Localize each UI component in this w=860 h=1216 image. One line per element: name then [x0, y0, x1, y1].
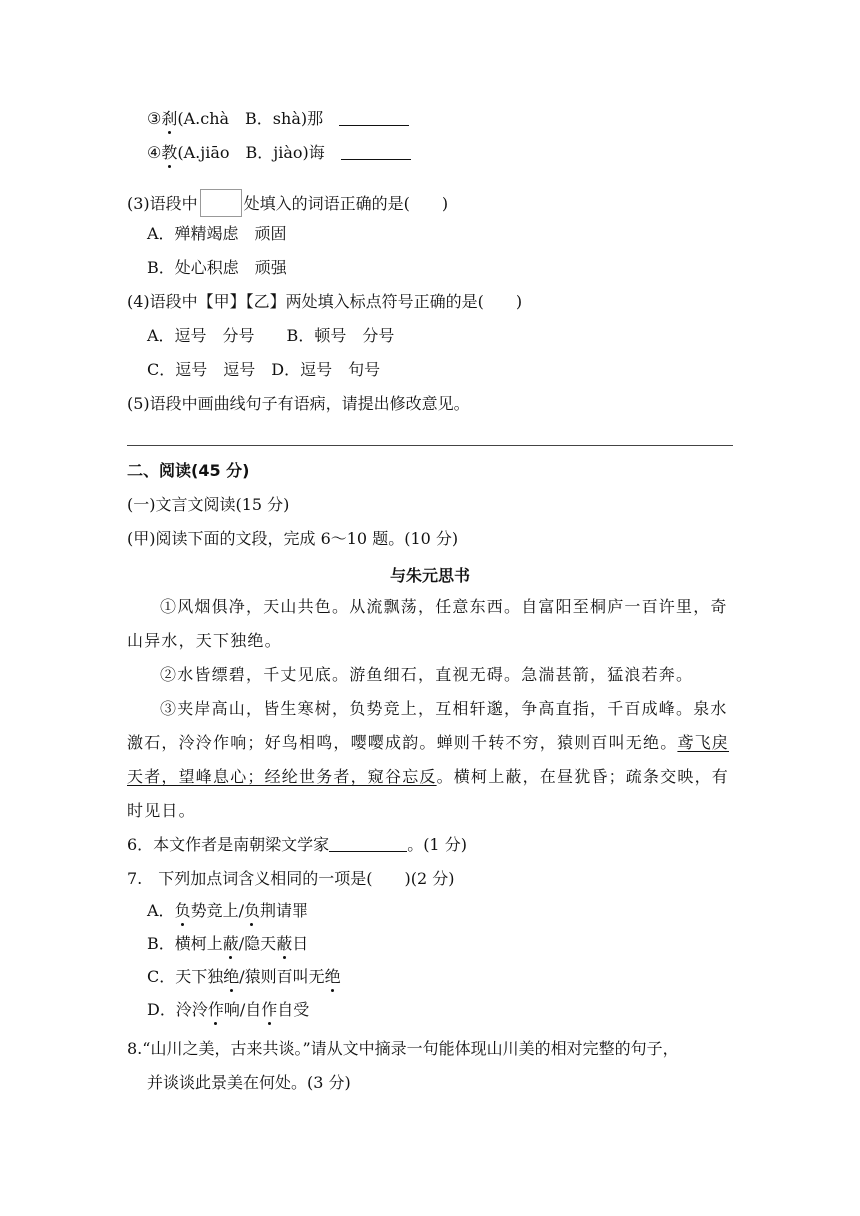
- q2-item-3: [147, 108, 409, 130]
- q7-option-a: [147, 900, 308, 922]
- stem-part: 。(1 分): [407, 835, 467, 854]
- subsection-heading: (一)文言文阅读(15 分): [127, 495, 290, 514]
- pinyin-options: (A.chà B．shà)那: [177, 109, 324, 128]
- dotted-word: 作: [207, 1000, 224, 1019]
- dotted-char: 刹: [161, 109, 178, 128]
- question-4-stem: (4)语段中【甲】【乙】两处填入标点符号正确的是( ): [127, 292, 523, 311]
- answer-blank[interactable]: [339, 109, 409, 126]
- passage-title: 与朱元思书: [389, 566, 470, 585]
- dotted-char: 教: [161, 143, 178, 162]
- dotted-word: 负: [243, 901, 260, 920]
- item-number: ③: [147, 109, 162, 128]
- q3-option-b: B．处心积虑 顽强: [147, 258, 287, 277]
- fill-box[interactable]: [200, 189, 242, 217]
- text: 激石，泠泠作响；好鸟相鸣，嘤嘤成韵。蝉则千转不穷，猿则百叫无绝。: [127, 733, 678, 752]
- text: C．天下独: [147, 967, 224, 986]
- stem-part: 6．本文作者是南朝梁文学家: [127, 835, 330, 854]
- text: 自受: [277, 1000, 310, 1019]
- dotted-word: 绝: [324, 967, 341, 986]
- question-3-stem: [127, 189, 448, 217]
- text: 日: [292, 934, 309, 953]
- underlined-sentence: 天者，望峰息心；经纶世务者，窥谷忘反: [127, 767, 437, 786]
- pinyin-options: (A.jiāo B．jiào)诲: [177, 143, 325, 162]
- underlined-sentence: 鸢飞戾: [677, 733, 730, 752]
- option-label: A．: [147, 901, 175, 920]
- answer-blank[interactable]: [341, 143, 411, 160]
- passage-p3-line2: [127, 732, 729, 754]
- question-8-line1: 8.“山川之美，古来共谈。”请从文中摘录一句能体现山川美的相对完整的句子，: [127, 1039, 679, 1058]
- q3-option-a: A．殚精竭虑 顽固: [147, 224, 287, 243]
- passage-p1-line1: ①风烟俱净，天山共色。从流飘荡，任意东西。自富阳至桐庐一百许里，奇: [160, 597, 728, 616]
- passage-p3-line4: 时见日。: [127, 801, 196, 820]
- q2-item-4: [147, 142, 411, 164]
- dotted-word: 负: [174, 901, 191, 920]
- instruction: (甲)阅读下面的文段，完成 6～10 题。(10 分): [127, 529, 459, 548]
- answer-blank[interactable]: [329, 835, 407, 852]
- text: 势竞上/: [190, 901, 244, 920]
- text: /猿则百叫无: [239, 967, 325, 986]
- dotted-word: 蔽: [222, 934, 239, 953]
- q4-options-row1: A．逗号 分号 B．顿号 分号: [147, 326, 395, 345]
- question-5-stem: (5)语段中画曲线句子有语病，请提出修改意见。: [127, 394, 470, 413]
- text: B．横柯上: [147, 934, 223, 953]
- text: 响/自: [223, 1000, 262, 1019]
- dotted-word: 作: [261, 1000, 278, 1019]
- question-7-stem: 7. 下列加点词含义相同的一项是( )(2 分): [127, 869, 455, 888]
- q7-option-c: [147, 966, 341, 988]
- text: 荆请罪: [260, 901, 309, 920]
- q7-option-b: [147, 933, 308, 955]
- item-number: ④: [147, 143, 162, 162]
- passage-p2: ②水皆缥碧，千丈见底。游鱼细石，直视无碍。急湍甚箭，猛浪若奔。: [160, 665, 694, 684]
- dotted-word: 绝: [223, 967, 240, 986]
- q7-option-d: [147, 999, 309, 1021]
- answer-line[interactable]: [127, 445, 733, 446]
- stem-part: (3)语段中: [127, 194, 198, 213]
- q4-options-row2: C．逗号 逗号 D．逗号 句号: [147, 360, 381, 379]
- passage-p3-line1: ③夹岸高山，皆生寒树，负势竞上，互相轩邈，争高直指，千百成峰。泉水: [160, 699, 728, 718]
- passage-p1-line2: 山异水，天下独绝。: [127, 631, 282, 650]
- question-6: [127, 834, 467, 856]
- dotted-word: 蔽: [276, 934, 293, 953]
- question-8-line2: 并谈谈此景美在何处。(3 分): [147, 1073, 351, 1092]
- section-heading: 二、阅读(45 分): [127, 461, 250, 480]
- text: /隐天: [238, 934, 277, 953]
- stem-part: 处填入的词语正确的是( ): [243, 194, 449, 213]
- text: 。横柯上蔽，在昼犹昏；疏条交映，有: [436, 767, 730, 786]
- text: D．泠泠: [147, 1000, 208, 1019]
- passage-p3-line3: [127, 766, 729, 788]
